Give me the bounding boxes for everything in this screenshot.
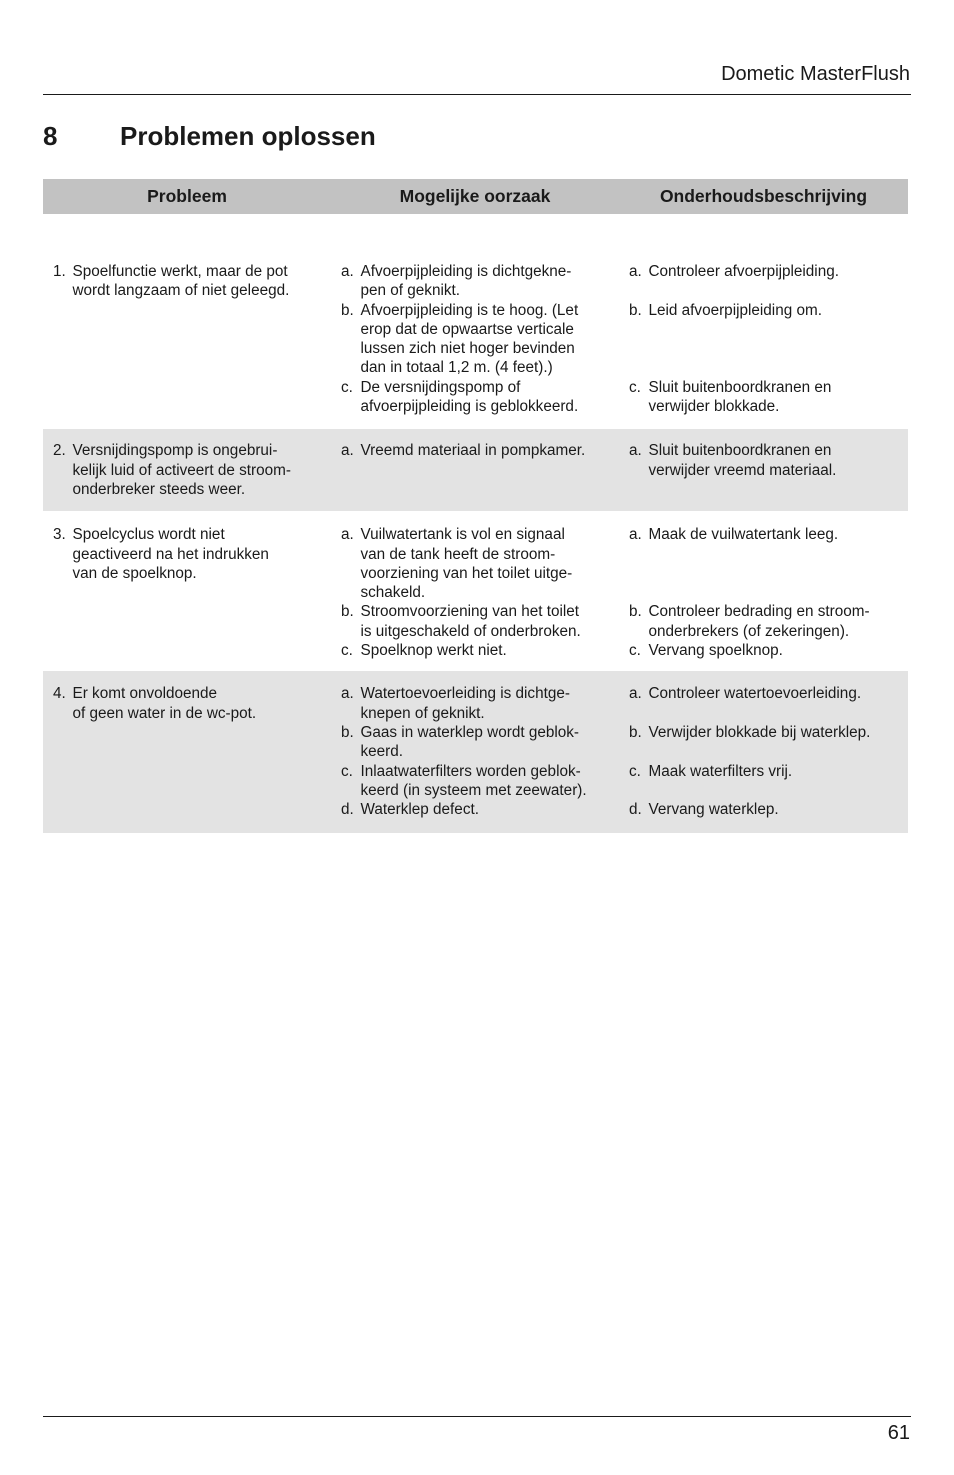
cause-item (341, 723, 613, 762)
cause-item (341, 525, 613, 602)
remedy-label: c. (629, 378, 641, 396)
cause-label: b. (341, 723, 354, 741)
remedy-text: Controleer bedrading en stroom- onderbrekers (of zekeringen). (648, 603, 870, 640)
remedy-item (629, 525, 902, 602)
remedy-label: c. (629, 762, 641, 780)
cause-item (341, 262, 613, 301)
cause-item (341, 800, 613, 819)
remedy-label: c. (629, 642, 641, 660)
column-header-onderhoud: Onderhoudsbeschrijving (619, 179, 908, 214)
problem-text: Spoelfunctie werkt, maar de pot wordt langzaam of niet geleegd. (72, 263, 290, 300)
remedy-text: Controleer watertoevoerleiding. (648, 685, 862, 703)
cause-text: Afvoerpijpleiding is te hoog. (Let erop dat de opwaartse verticale lussen zich niet hoger bevinden dan in totaal 1,2 m. (4 feet).) (360, 301, 579, 377)
remedy-item (629, 378, 902, 417)
remedy-cell (619, 511, 908, 671)
remedy-text: Sluit buitenboordkranen en verwijder blokkade. (648, 378, 832, 416)
problem-number: 2. (53, 442, 66, 460)
remedy-label: a. (629, 442, 642, 460)
cause-text: Watertoevoerleiding is dichtge- knepen of geknikt. (360, 685, 570, 722)
cause-cell (331, 671, 619, 833)
problem-text: Versnijdingspomp is ongebrui- kelijk luid of activeert de stroom- onderbreker steeds weer. (72, 442, 291, 498)
remedy-item (629, 441, 902, 480)
problem-text: Er komt onvoldoende of geen water in de wc-pot. (72, 685, 257, 722)
cause-item (341, 684, 613, 723)
table-row (43, 671, 908, 833)
problem-cell (43, 429, 331, 511)
column-header-probleem: Probleem (43, 179, 331, 214)
table-row (43, 214, 908, 429)
remedy-text: Sluit buitenboordkranen en verwijder vreemd materiaal. (648, 442, 837, 479)
remedy-item (629, 684, 902, 723)
remedy-text: Vervang waterklep. (648, 801, 779, 819)
remedy-text: Maak de vuilwatertank leeg. (648, 526, 839, 544)
cause-item (341, 602, 613, 641)
cause-text: De versnijdingspomp of afvoerpijpleiding is geblokkeerd. (360, 378, 579, 416)
remedy-item (629, 262, 902, 301)
problem-number: 3. (53, 526, 66, 544)
remedy-label: a. (629, 685, 642, 703)
cause-label: a. (341, 263, 354, 280)
cause-text: Inlaatwaterfilters worden geblok- keerd (in systeem met zeewater). (360, 762, 587, 799)
cause-text: Vreemd materiaal in pompkamer. (360, 442, 586, 460)
cause-label: a. (341, 526, 354, 544)
page-number: 61 (887, 1422, 910, 1444)
problem-item (53, 684, 325, 723)
header-brand: Dometic MasterFlush (721, 63, 910, 85)
footer-divider (43, 1416, 911, 1417)
problem-cell (43, 214, 331, 429)
cause-item (341, 441, 613, 460)
cause-label: b. (341, 603, 354, 621)
table-row (43, 511, 908, 671)
problem-number: 4. (53, 685, 66, 703)
cause-text: Afvoerpijpleiding is dichtgekne- pen of geknikt. (360, 263, 572, 300)
cause-text: Stroomvoorziening van het toilet is uitgeschakeld of onderbroken. (360, 603, 581, 640)
remedy-item (629, 762, 902, 801)
problem-number: 1. (53, 263, 66, 280)
cause-cell (331, 429, 619, 511)
cause-text: Vuilwatertank is vol en signaal van de tank heeft de stroom- voorziening van het toilet uitge- schakeld. (360, 526, 573, 602)
cause-item (341, 762, 613, 801)
cause-label: d. (341, 801, 354, 819)
remedy-label: a. (629, 526, 642, 544)
header-divider (43, 94, 911, 95)
remedy-label: b. (629, 723, 642, 741)
cause-text: Gaas in waterklep wordt geblok- keerd. (360, 723, 580, 761)
cause-item (341, 641, 613, 660)
remedy-item (629, 800, 902, 819)
remedy-label: b. (629, 603, 642, 621)
problem-item (53, 262, 325, 301)
problem-item (53, 441, 325, 499)
problem-cell (43, 671, 331, 833)
remedy-text: Vervang spoelknop. (648, 642, 783, 660)
cause-item (341, 378, 613, 417)
troubleshooting-table (43, 179, 908, 833)
remedy-cell (619, 214, 908, 429)
problem-text: Spoelcyclus wordt niet geactiveerd na het indrukken van de spoelknop. (72, 526, 269, 582)
remedy-cell (619, 429, 908, 511)
cause-label: a. (341, 685, 354, 703)
remedy-cell (619, 671, 908, 833)
remedy-text: Controleer afvoerpijpleiding. (648, 263, 839, 280)
remedy-text: Leid afvoerpijpleiding om. (648, 301, 822, 319)
cause-label: c. (341, 762, 353, 780)
column-header-oorzaak: Mogelijke oorzaak (331, 179, 619, 214)
remedy-text: Maak waterfilters vrij. (648, 762, 793, 780)
remedy-label: b. (629, 301, 642, 319)
section-title: Problemen oplossen (120, 121, 376, 151)
remedy-item (629, 723, 902, 762)
problem-item (53, 525, 325, 583)
cause-item (341, 301, 613, 378)
section-number: 8 (43, 121, 58, 151)
remedy-label: d. (629, 801, 642, 819)
cause-label: c. (341, 642, 353, 660)
table-row (43, 429, 908, 511)
remedy-label: a. (629, 263, 642, 280)
remedy-text: Verwijder blokkade bij waterklep. (648, 723, 871, 741)
problem-cell (43, 511, 331, 671)
cause-label: c. (341, 378, 353, 396)
cause-cell (331, 511, 619, 671)
cause-label: b. (341, 301, 354, 319)
remedy-item (629, 602, 902, 641)
cause-label: a. (341, 442, 354, 460)
remedy-item (629, 301, 902, 378)
table-header-row (43, 179, 908, 214)
cause-text: Waterklep defect. (360, 801, 479, 819)
cause-cell (331, 214, 619, 429)
remedy-item (629, 641, 902, 660)
cause-text: Spoelknop werkt niet. (360, 642, 507, 660)
